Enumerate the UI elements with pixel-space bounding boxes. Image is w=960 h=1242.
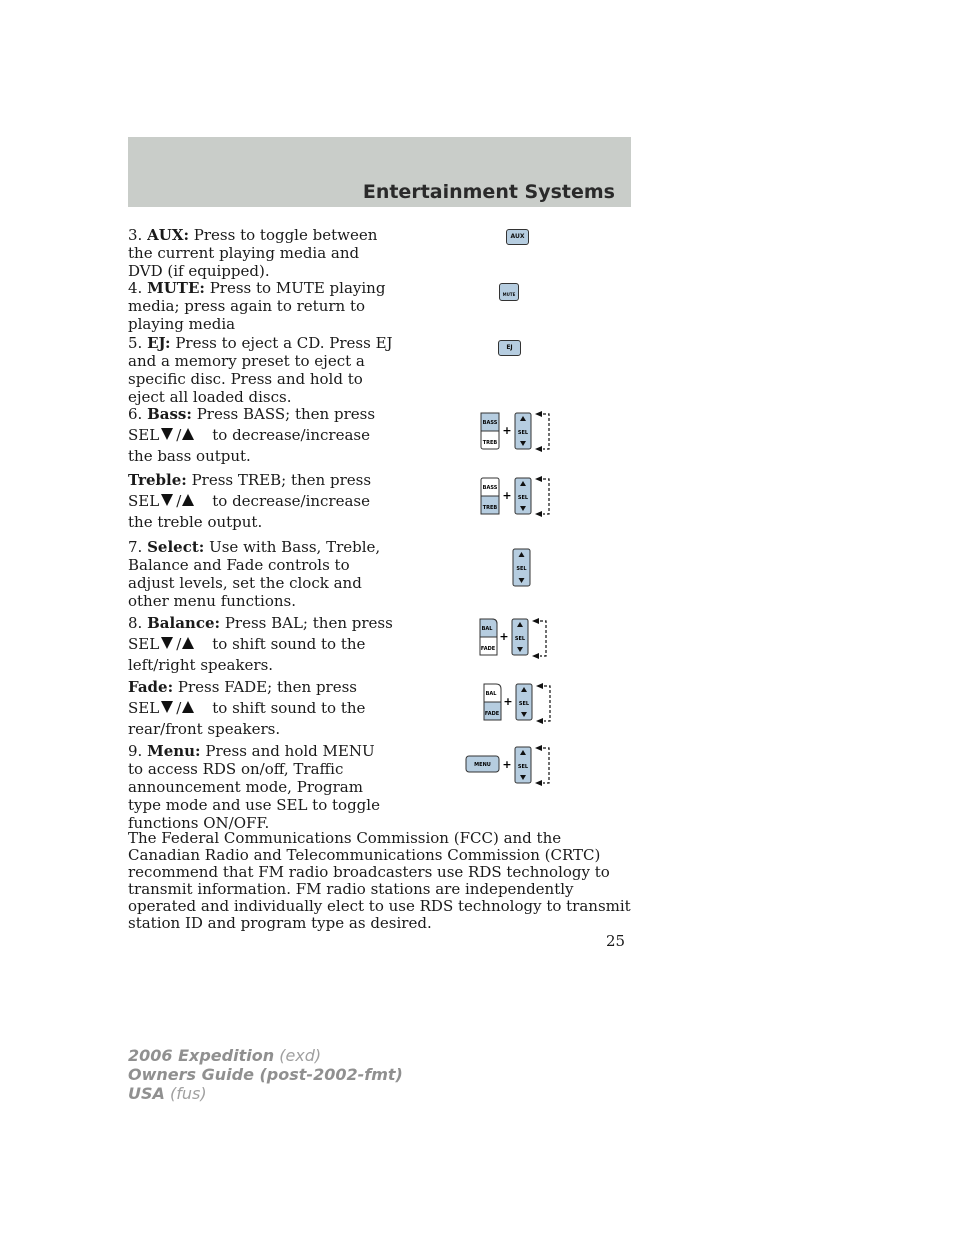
item-text: to shift sound to the [212,635,366,653]
item-label: Treble: [128,471,187,489]
item-text: Use with Bass, Treble, Balance and Fade controls to adjust levels, set the clock and other menu functions. [128,538,381,610]
arrow-down-icon [161,701,173,713]
sel-label: SEL [517,764,529,770]
item-text: Press FADE; then press [177,678,357,696]
sel-label: SEL [517,430,529,436]
slash: / [176,426,182,444]
item-number: 9. [128,742,143,760]
treble-sel-icon [480,475,560,520]
item-label: Select: [147,538,205,556]
item-select [128,538,393,610]
item-balance [128,614,393,674]
plus-sign: + [502,424,512,437]
bass-sel-icon [480,410,560,455]
slash: / [176,492,182,510]
arrow-up-icon [182,637,194,649]
slash: / [176,699,182,717]
icon-bottom-label: FADE [480,646,496,652]
item-text: Press to MUTE playing media; press again to return to playing media [128,279,386,333]
arrow-down-icon [161,428,173,440]
plus-sign: + [503,695,513,708]
sel-word: SEL [128,699,160,717]
item-aux [128,226,393,280]
mute-button-icon [499,283,519,301]
eject-button-icon: EJ [498,340,521,356]
item-text: Press TREB; then press [191,471,372,489]
item-text: left/right speakers. [128,656,274,674]
item-text: to decrease/increase [212,426,370,444]
icon-bottom-label: TREB [482,505,498,511]
menu-label: MENU [474,762,491,768]
item-number: 7. [128,538,143,556]
sel-rocker-icon [512,548,532,588]
item-text: Press BASS; then press [196,405,376,423]
section-header-band [128,137,631,207]
sel-label: SEL [516,566,527,572]
plus-sign: + [502,758,512,771]
arrow-up-icon [182,428,194,440]
item-number: 3. [128,226,143,244]
sel-label: SEL [514,636,526,642]
section-title: Entertainment Systems [362,181,615,203]
arrow-up-icon [182,494,194,506]
icon-top-label: BAL [485,691,497,697]
plus-sign: + [499,630,509,643]
sel-label: SEL [517,495,529,501]
item-number: 4. [128,279,143,297]
item-text: to shift sound to the [212,699,366,717]
item-label: Balance: [147,614,221,632]
item-bass [128,405,393,465]
slash: / [176,635,182,653]
item-label: EJ: [147,334,171,352]
item-text: rear/front speakers. [128,720,281,738]
item-number: 8. [128,614,143,632]
rds-paragraph: The Federal Communications Commission (FCC) and the Canadian Radio and Telecommunications Commission (CRTC) recommend that FM radio broadcasters use RDS technology to transmit information. FM radio stations are independently operated and individually elect to use RDS technology to transmit station ID and program type as desired. [128,829,631,932]
item-number: 5. [128,334,143,352]
item-label: Fade: [128,678,174,696]
item-text: Press BAL; then press [224,614,393,632]
aux-button-icon: AUX [506,229,529,245]
item-text: to decrease/increase [212,492,370,510]
page-number: 25 [606,932,626,950]
icon-top-label: BASS [482,485,498,491]
item-text: the bass output. [128,447,251,465]
sel-word: SEL [128,492,160,510]
item-mute [128,279,393,333]
item-treble [128,471,393,531]
item-text: Press to eject a CD. Press EJ and a memory preset to eject a specific disc. Press and hold to eject all loaded discs. [128,334,393,406]
footer-model-code: (exd) [279,1046,322,1065]
item-number: 6. [128,405,143,423]
document-footer [128,1046,403,1103]
menu-sel-icon [465,744,565,789]
item-text: the treble output. [128,513,263,531]
item-label: Menu: [147,742,201,760]
icon-bottom-label: FADE [484,711,500,717]
mute-icon-label: MUTE [502,292,516,297]
balance-sel-icon [478,616,558,661]
item-text: Press to toggle between the current playing media and DVD (if equipped). [128,226,378,280]
item-ej [128,334,393,406]
footer-market-code: (fus) [170,1084,207,1103]
item-menu [128,742,393,832]
icon-top-label: BAL [481,626,493,632]
item-label: Bass: [147,405,192,423]
sel-word: SEL [128,426,160,444]
arrow-up-icon [182,701,194,713]
item-fade [128,678,393,738]
sel-word: SEL [128,635,160,653]
footer-guide: Owners Guide (post-2002-fmt) [128,1065,403,1084]
footer-market: USA [128,1084,165,1103]
footer-model: 2006 Expedition [128,1046,275,1065]
item-label: AUX: [147,226,189,244]
plus-sign: + [502,489,512,502]
icon-top-label: BASS [482,420,498,426]
fade-sel-icon [482,681,562,726]
icon-bottom-label: TREB [482,440,498,446]
arrow-down-icon [161,637,173,649]
arrow-down-icon [161,494,173,506]
sel-label: SEL [518,701,530,707]
item-label: MUTE: [147,279,205,297]
item-text: Press and hold MENU to access RDS on/off, Traffic announcement mode, Program type mode and use SEL to toggle functions ON/OFF. [128,742,380,832]
